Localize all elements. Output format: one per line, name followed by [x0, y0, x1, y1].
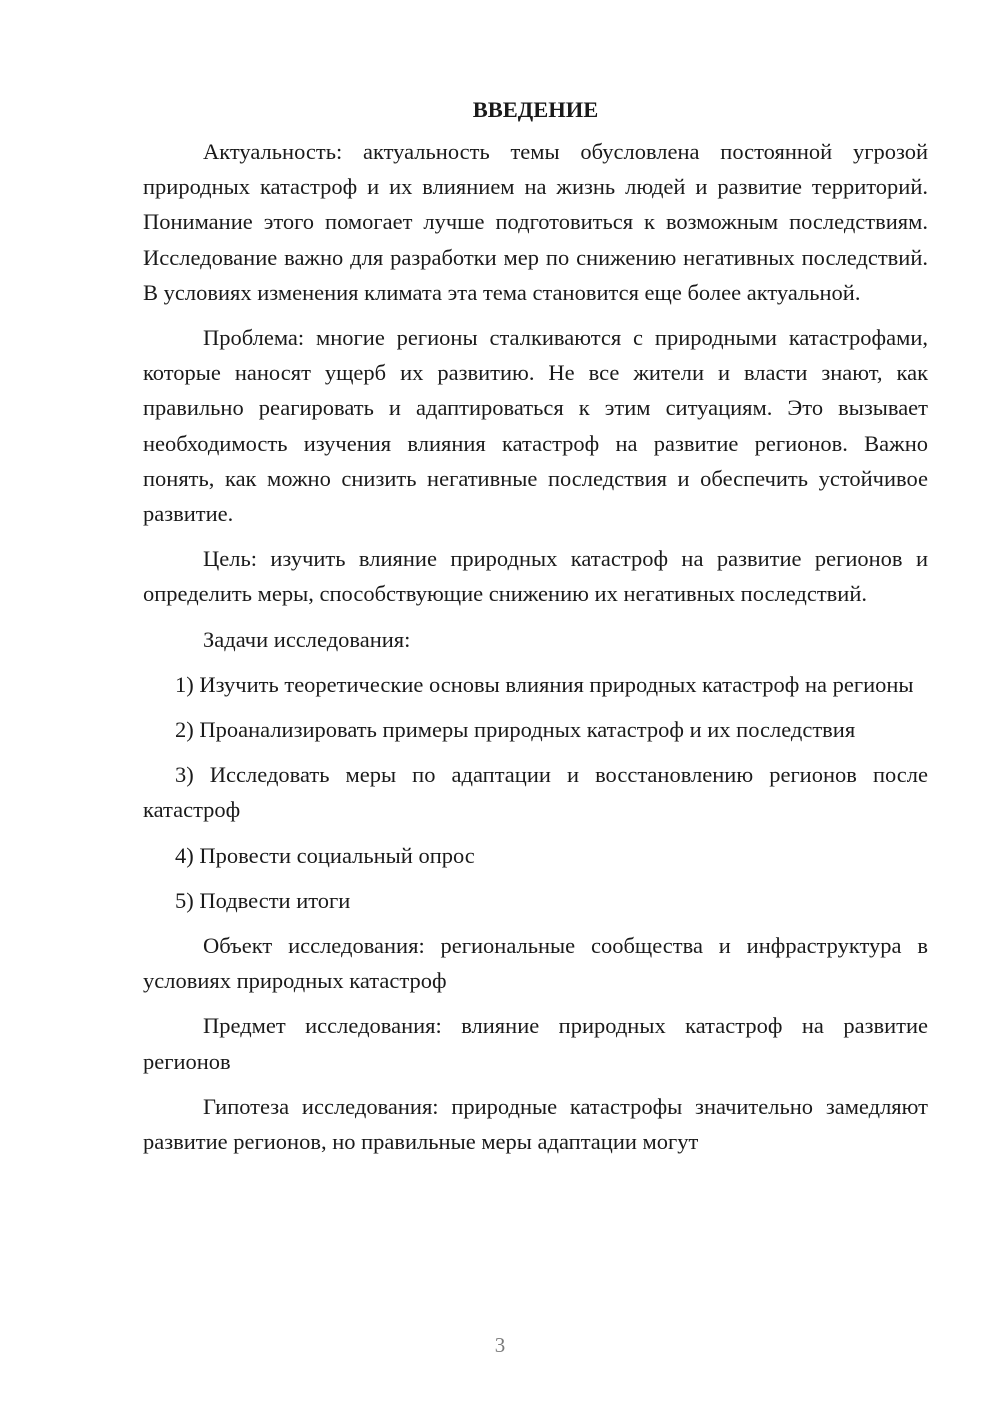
list-item-task-2: 2) Проанализировать примеры природных катастроф и их последствия: [175, 717, 856, 743]
paragraph-subject: Предмет исследования: влияние природных катастроф на развитие регионов: [143, 1013, 928, 1074]
list-item-task-3: 3) Исследовать меры по адаптации и восстановлению регионов после катастроф: [143, 762, 928, 823]
paragraph-hypothesis: Гипотеза исследования: природные катастрофы значительно замедляют развитие регионов, но правильные меры адаптации могут: [143, 1093, 928, 1155]
tasks-heading: Задачи исследования:: [203, 626, 411, 652]
page-number: 3: [494, 1333, 506, 1357]
list-item-task-4: 4) Провести социальный опрос: [175, 842, 475, 868]
document-page: [143, 92, 928, 1169]
page-title: ВВЕДЕНИЕ: [472, 97, 599, 122]
list-item-task-1: 1) Изучить теоретические основы влияния природных катастроф на регионы: [175, 671, 914, 697]
list-item-task-5: 5) Подвести итоги: [175, 887, 351, 913]
paragraph-object: Объект исследования: региональные сообщества и инфраструктура в условиях природных катастроф: [143, 933, 928, 994]
paragraph-relevance: Актуальность: актуальность темы обусловлена постоянной угрозой природных катастроф и их влиянием на жизнь людей и развитие территорий. Понимание этого помогает лучше подготовиться к возможным последствиям. Исследование важно для разработки мер по снижению негативных последствий. В условиях изменения климата эта тема становится еще более актуальной.: [143, 139, 928, 305]
paragraph-problem: Проблема: многие регионы сталкиваются с природными катастрофами, которые наносят ущерб их развитию. Не все жители и власти знают, как правильно реагировать и адаптироваться к этим ситуациям. Это вызывает необходимость изучения влияния катастроф на развитие регионов. Важно понять, как можно снизить негативные последствия и обеспечить устойчивое развитие.: [143, 325, 928, 527]
paragraph-goal: Цель: изучить влияние природных катастроф на развитие регионов и определить меры, способствующие снижению их негативных последствий.: [143, 546, 928, 607]
